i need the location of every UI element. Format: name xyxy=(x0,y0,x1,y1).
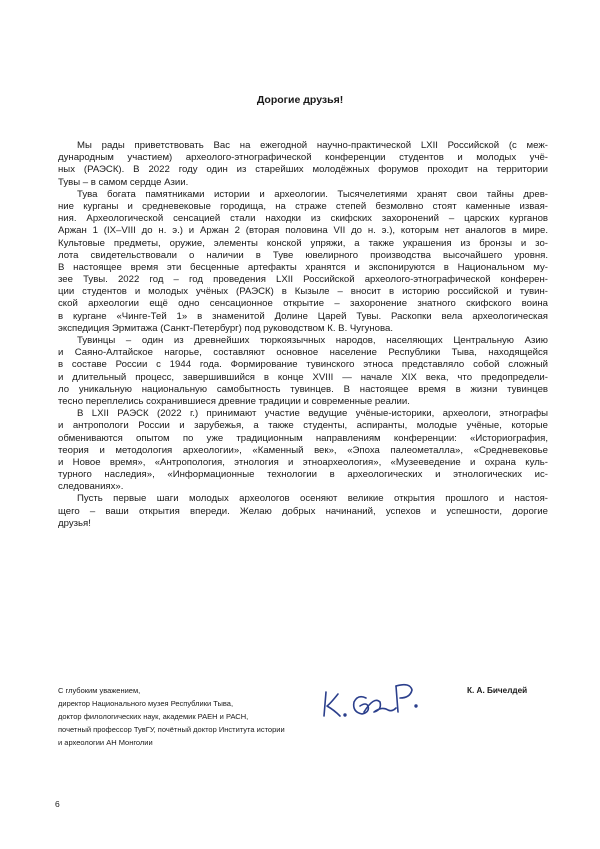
paragraph-line: ных (РАЭСК). В 2022 году один из старейших молодёжных форумов проходит на территории xyxy=(58,164,548,176)
paragraph-line: друзья! xyxy=(58,517,91,529)
paragraph-line: ции студентов и молодых учёных (РАЭСК) в Кызыле – вносит в историю российской и тувин- xyxy=(58,286,548,298)
paragraph-line: следованиях». xyxy=(58,481,124,493)
paragraph-line: Аржан 1 (IX–VIII до н. э.) и Аржан 2 (вторая половина VII до н. э.), которым нет аналогов в мире. xyxy=(58,225,548,237)
paragraph-line: Тувы – в самом сердце Азии. xyxy=(58,176,189,188)
paragraph xyxy=(58,335,548,408)
paragraph-line: и Новое время», «Антропология, этнология и этноархеология», «Музееведение и охрана куль- xyxy=(58,456,548,468)
paragraph-line: щего – ваши открытия впереди. Желаю добрых начинаний, успехов и успешности, дорогие xyxy=(58,505,548,517)
paragraph xyxy=(58,189,548,335)
paragraph-line: ние курганы и средневековые городища, на страже степей безмолвно стоят каменные извая- xyxy=(58,200,548,212)
paragraph xyxy=(58,408,548,493)
paragraph-line: в кургане «Чинге-Тей 1» в знаменитой Долине Царей Тувы. Раскопки вела археологическая xyxy=(58,310,548,322)
paragraph-line: ской археологии ещё одно сенсационное открытие – захоронение знатного скифского воина xyxy=(58,298,548,310)
paragraph xyxy=(58,140,548,189)
paragraph-line: обмениваются опытом по уже традиционным направлениям конференции: «Историография, xyxy=(58,432,548,444)
closing-line: почетный профессор ТувГУ, почётный доктор Института истории xyxy=(58,725,285,734)
paragraph xyxy=(58,493,548,530)
paragraph-line: дународным участием) археолого-этнографической конференции студентов и молодых учё- xyxy=(58,152,548,164)
paragraph-line: В LXII РАЭСК (2022 г.) принимают участие ведущие учёные-историки, археологи, этнографы xyxy=(77,408,548,420)
paragraph-line: лота свидетельствовали о наличии в Туве ювелирного производства высочайшего уровня. xyxy=(58,249,548,261)
paragraph-line: тесно переплелись сохранившиеся древние традиции и современные реалии. xyxy=(58,395,410,407)
paragraph-line: зее Тувы. 2022 год – год проведения LXII Российской археолого-этнографической конферен- xyxy=(58,274,548,286)
paragraph-line: в составе России с 1944 года. Формирование тувинского этноса представляло собой сложный xyxy=(58,359,548,371)
closing-line: С глубоким уважением, xyxy=(58,686,141,695)
paragraph-line: и длительный процесс, завершившийся в конце XVIII — начале XIX века, что предопредели- xyxy=(58,371,548,383)
closing-line: и археологии АН Монголии xyxy=(58,738,153,747)
paragraph-line: экспедиция Эрмитажа (Санкт-Петербург) под руководством К. В. Чугунова. xyxy=(58,322,394,334)
paragraph-line: ния. Археологической сенсацией стали находки из скифских захоронений – царских курганов xyxy=(58,213,548,225)
paragraph-line: турного наследия», «Информационные технологии в археологических и этнологических ис- xyxy=(58,469,548,481)
paragraph-line: и антропологи России и зарубежья, а также студенты, аспиранты, молодые учёные, которые xyxy=(58,420,548,432)
paragraph-line: Культовые предметы, оружие, элементы конской упряжи, а также украшения из бронзы и зо- xyxy=(58,237,548,249)
page-number: 6 xyxy=(55,799,60,809)
page-title: Дорогие друзья! xyxy=(256,94,344,106)
paragraph-line: Мы рады приветствовать Вас на ежегодной научно-практической LXII Российской (с меж- xyxy=(77,140,548,151)
paragraph-line: и Саяно-Алтайское нагорье, составляют основное население Республики Тыва, находящейся xyxy=(58,347,548,359)
letter-body xyxy=(58,140,548,530)
closing-block xyxy=(58,684,358,749)
signatory-name: К. А. Бичелдей xyxy=(467,686,528,695)
handwritten-signature xyxy=(318,676,438,724)
paragraph-line: Тува богата памятниками истории и археологии. Тысячелетиями хранят свои тайны древ- xyxy=(77,188,548,200)
paragraph-line: теория и методология археологии», «Каменный век», «Эпоха палеометалла», «Средневековье xyxy=(58,444,548,456)
paragraph-line: В настоящее время эти бесценные артефакты хранятся и экспонируются в Национальном му- xyxy=(58,261,548,273)
closing-line: доктор филологических наук, академик РАЕН и РАСН, xyxy=(58,712,249,721)
closing-line: директор Национального музея Республики Тыва, xyxy=(58,699,234,708)
paragraph-line: ло уникальную национальную самобытность тувинцев. В настоящее время в жизни тувинцев xyxy=(58,383,548,395)
paragraph-line: Пусть первые шаги молодых археологов осеняют великие открытия прошлого и настоя- xyxy=(77,493,548,505)
paragraph-line: Тувинцы – один из древнейших тюркоязычных народов, населяющих Центральную Азию xyxy=(77,335,548,346)
